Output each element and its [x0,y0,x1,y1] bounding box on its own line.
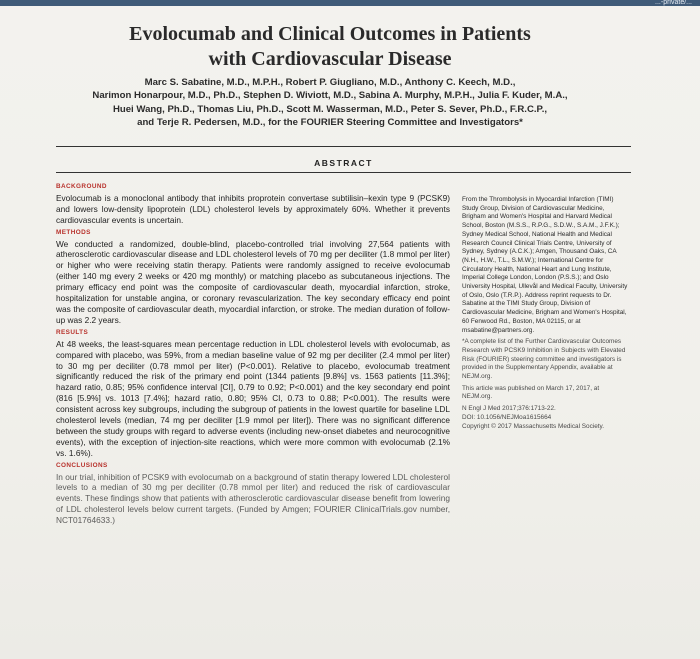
author-line: Huei Wang, Ph.D., Thomas Liu, Ph.D., Scott M. Wasserman, M.D., Peter S. Sever, Ph.D., F.R.C.P., [112,103,548,115]
corner-text: ...-private/... [655,0,692,6]
results-label: RESULTS [56,328,89,336]
abstract-rule [56,172,631,173]
conclusions-text: In our trial, inhibition of PCSK9 with evolocumab on a background of statin therapy lowered LDL cholesterol levels to a median of 30 mg per deciliter (0.78 mmol per liter) and reduced the risk of cardiovascular events. These findings show that patients with atherosclerotic cardiovascular disease benefit from lowering of LDL cholesterol levels below current targets. (Funded by Amgen; FOURIER ClinicalTrials.gov number, NCT01764633.) [56,471,450,526]
methods-label: METHODS [56,228,91,236]
top-rule [56,146,631,147]
affiliation-note: From the Thrombolysis in Myocardial Infarction (TIMI) Study Group, Division of Cardiovascular Medicine, Brigham and Women's Hospital and Harvard Medical School, Boston (M.S.S., R.P.G., S.D.W., S.A.M., J.F.K.); Sydney Medical School, National Health and Medical Research Council Clinical Trials Centre, University of Sydney, Sydney (A.C.K.); Amgen, Thousand Oaks, CA (N.H., H.W., T.L., S.M.W.); International Centre for Circulatory Health, National Heart and Lung Institute, Imperial College London, London (P.S.S.); and Oslo University Hospital, Ullevål and Medical Faculty, University of Oslo, Oslo (T.R.P.). Address reprint requests to Dr. Sabatine at the TIMI Study Group, Division of Cardiovascular Medicine, Brigham and Women's Hospital, 60 Fenwood Rd., Boston, MA 02115, or at msabatine@partners.org. [462,196,628,334]
publication-note: This article was published on March 17, 2017, at NEJM.org. [462,384,600,401]
abstract-heading: ABSTRACT [314,158,373,168]
title-line-1: Evolocumab and Clinical Outcomes in Patients [129,23,531,45]
citation-block [462,405,628,431]
author-line: and Terje R. Pedersen, M.D., for the FOURIER Steering Committee and Investigators* [137,117,523,129]
doi: DOI: 10.1056/NEJMoa1615664 [462,413,552,421]
author-line: Marc S. Sabatine, M.D., M.P.H., Robert P. Giugliano, M.D., Anthony C. Keech, M.D., [144,77,516,88]
methods-text: We conducted a randomized, double-blind, placebo-controlled trial involving 27,564 patients with atherosclerotic cardiovascular disease and LDL cholesterol levels of 70 mg per deciliter (1.8 mmol per liter) or higher who were receiving statin therapy. Patients were randomly assigned to receive evolocumab (either 140 mg every 2 weeks or 420 mg monthly) or matching placebo as subcutaneous injections. The primary efficacy end point was the composite of cardiovascular death, myocardial infarction, stroke, hospitalization for unstable angina, or coronary revascularization. The key secondary efficacy end point was the composite of cardiovascular death, myocardial infarction, or stroke. The median duration of follow-up was 2.2 years. [56,238,450,325]
results-text: At 48 weeks, the least-squares mean percentage reduction in LDL cholesterol levels with evolocumab, as compared with placebo, was 59%, from a median baseline value of 92 mg per deciliter (2.4 mmol per liter) to 30 mg per deciliter (0.78 mmol per liter) (P<0.001). Relative to placebo, evolocumab treatment significantly reduced the risk of the primary end point (1344 patients [9.8%] vs. 1563 patients [11.3%]; hazard ratio, 0.85; 95% confidence interval [CI], 0.79 to 0.92; P<0.001) and the key secondary end point (816 [5.9%] vs. 1013 [7.4%]; hazard ratio, 0.80; 95% CI, 0.73 to 0.88; P<0.001). The results were consistent across key subgroups, including the subgroup of patients in the lowest quartile for baseline LDL cholesterol levels (median, 74 mg per deciliter [1.9 mmol per liter]). There was no significant difference between the study groups with regard to adverse events (including new-onset diabetes and neurocognitive events), with the exception of injection-site reactions, which were more common with evolocumab (2.1% vs. 1.6%). [56,338,450,458]
conclusions-label: CONCLUSIONS [56,461,108,469]
author-list [70,76,590,130]
article-page [0,6,700,659]
article-title [60,22,600,72]
abstract-body [56,180,450,526]
citation: N Engl J Med 2017;376:1713-22. [462,405,556,413]
sidebar-notes [462,196,628,434]
author-line: Narimon Honarpour, M.D., Ph.D., Stephen D. Wiviott, M.D., Sabina A. Murphy, M.P.H., Julia F. Kuder, M.A., [92,90,568,102]
investigators-note: *A complete list of the Further Cardiovascular Outcomes Research with PCSK9 Inhibition in Subjects with Elevated Risk (FOURIER) steering committee and investigators is provided in the Supplementary Appendix, available at NEJM.org. [462,338,626,381]
background-label: BACKGROUND [56,183,107,190]
title-line-2: with Cardiovascular Disease [208,48,452,70]
copyright: Copyright © 2017 Massachusetts Medical Society. [462,422,605,430]
background-text: Evolocumab is a monoclonal antibody that inhibits proprotein convertase subtilisin–kexin type 9 (PCSK9) and lowers low-density lipoprotein (LDL) cholesterol levels by approximately 60%. Whether it prevents cardiovascular events is uncertain. [56,192,450,225]
